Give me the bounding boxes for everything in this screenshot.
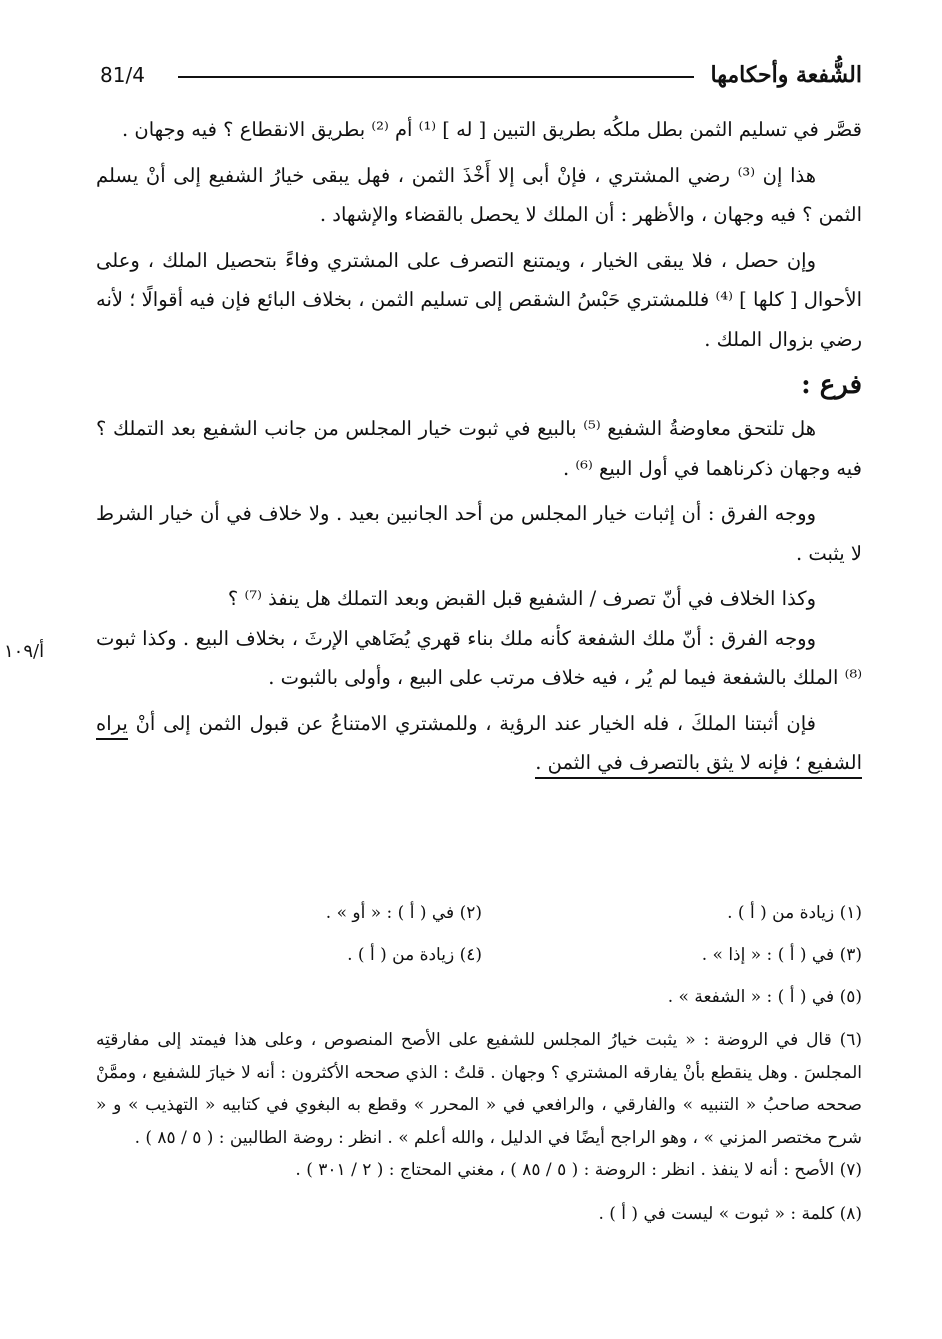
footnotes [96,898,862,1241]
paragraph-2: هذا إن ⁽³⁾ رضي المشتري ، فإنْ أبى إلا أَخْذَ الثمن ، فهل يبقى خيارُ الشفيع إلى أنْ يسلم الثمن ؟ فيه وجهان ، والأظهر : أن الملك لا يحصل بالقضاء والإشهاد . [96,163,862,226]
footnote-8: (٨) كلمة : « ثبوت » ليست في ( أ ) . [598,1203,862,1224]
footnote-row [96,898,862,928]
footnote-3: (٣) في ( أ ) : « إذا » . [701,945,862,965]
footnote-6: (٦) قال في الروضة : « يثبت خيارُ المجلس للشفيع على الأصح المنصوص ، وعلى هذا فيمتد إلى مفارقتِه المجلسَ . وهل ينقطع بأنْ يفارقه المشتري ؟ وجهان . قلتُ : الذي صححه الأكثرون : أنه لا خيارَ للشفيع ، وممَّنْ صححه صاحبُ « التنبيه » والفارقي ، والرافعي في « المحرر » وقطع به البغوي في كتابيه « التهذيب » و « شرح مختصر المزني » ، وهو الراجح أيضًا في الدليل ، والله أعلم » . انظر : روضة الطالبين : ( ٥ / ٨٥ ) . [96,1030,862,1148]
footnote-2: (٢) في ( أ ) : « أو » . [325,903,482,923]
footnote-1: (١) زيادة من ( أ ) . [727,903,862,923]
footnote-5: (٥) في ( أ ) : « الشفعة » . [667,987,862,1007]
page-header [100,58,862,94]
paragraph-1: قصَّر في تسليم الثمن بطل ملكُه بطريق التبين [ له ] ⁽¹⁾ أم ⁽²⁾ بطريق الانقطاع ؟ فيه وجهان . [121,118,862,141]
header-rule [178,76,694,78]
paragraph-8-start: فإن أثبتنا الملكَ ، فله الخيار عند الرؤية ، وللمشتري الامتناعُ عن قبول الثمن إلى أنْ [135,711,817,735]
footnote-row [96,940,862,970]
paragraph-5: ووجه الفرق : أن إثبات خيار المجلس من أحد الجانبين بعيد . ولا خلاف في أن خيار الشرط لا يثبت . [96,502,862,565]
paragraph-6: وكذا الخلاف في أنّ تصرف / الشفيع قبل القبض وبعد التملك هل ينفذ ⁽⁷⁾ ؟ [227,587,816,610]
paragraph-8-end: يراه الشفيع ؛ فإنه لا يثق بالتصرف في الثمن . [96,712,862,780]
paragraph-8 [96,704,862,783]
footnote-7: (٧) الأصح : أنه لا ينفذ . انظر : الروضة : ( ٥ / ٨٥ ) ، مغني المحتاج : ( ٢ / ٣٠١ ) . [295,1160,862,1180]
page-number: 81/4 [100,63,145,87]
section-heading: فرع : [801,370,862,400]
paragraph-4: هل تلتحق معاوضةُ الشفيع ⁽⁵⁾ بالبيع في ثبوت خيار المجلس من جانب الشفيع بعد التملك ؟ فيه وجهان ذكرناهما في أول البيع ⁽⁶⁾ . [96,417,862,480]
running-title: الشُّفعة وأحكامها [710,62,862,88]
paragraph-3: وإن حصل ، فلا يبقى الخيار ، ويمتنع التصرف على المشتري وفاءً بتحصيل الملك ، وعلى الأحوال [ كلها ] ⁽⁴⁾ فللمشتري حَبْسُ الشقص إلى تسليم الثمن ، بخلاف البائع فإن فيه أقوالًا ؛ لأنه رضي بزوال الملك . [96,248,862,351]
footnote-4: (٤) زيادة من ( أ ) . [347,945,482,965]
paragraph-7: ووجه الفرق : أنّ ملك الشفعة كأنه ملك بناء قهري يُضَاهي الإرثَ ، بخلاف البيع . وكذا ثبوت ⁽⁸⁾ الملك بالشفعة فيما لم يُر ، فيه خلاف مرتب على البيع ، وأولى بالثبوت . [96,626,862,689]
main-text [96,110,862,789]
manuscript-folio-marker: أ/١٠٩ [4,641,45,662]
